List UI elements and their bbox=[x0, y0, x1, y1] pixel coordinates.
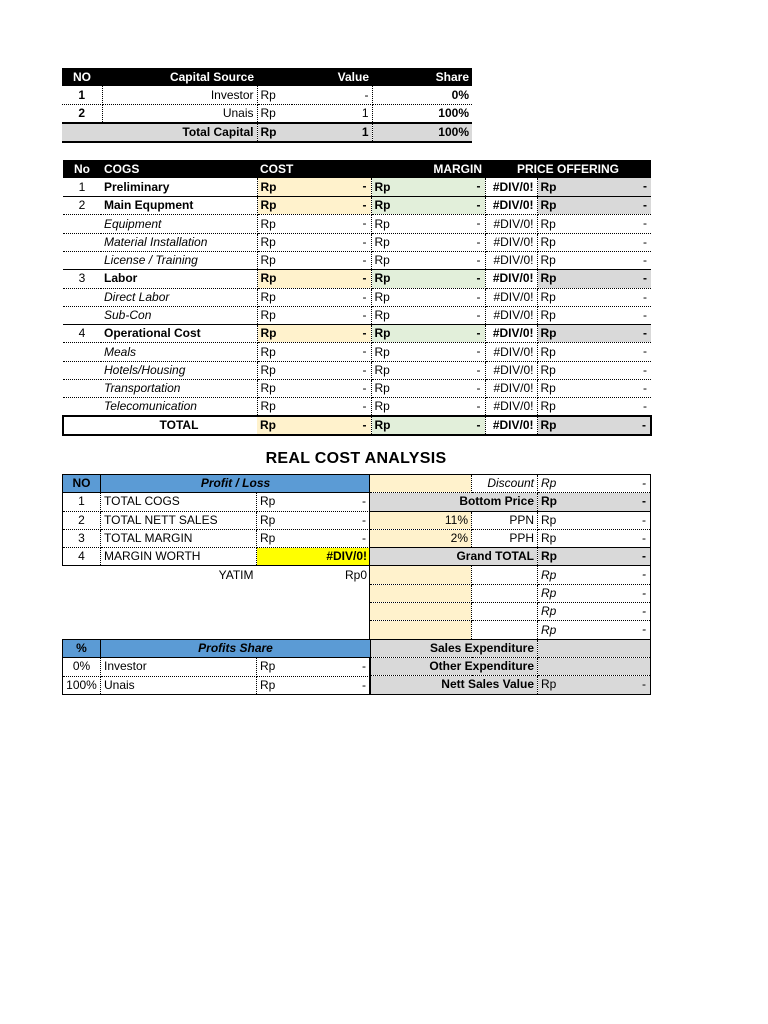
capital-header-no: NO bbox=[62, 68, 102, 86]
cogs-row-cost-value[interactable]: - bbox=[362, 216, 367, 231]
cogs-row-margin-cell[interactable] bbox=[371, 215, 485, 233]
cogs-row-name: Sub-Con bbox=[101, 306, 257, 324]
cogs-row-price-value: - bbox=[643, 399, 648, 414]
cogs-row-margin-currency: Rp bbox=[374, 253, 390, 268]
cogs-row-margin-pct: #DIV/0! bbox=[485, 398, 537, 417]
capital-header-value: Value bbox=[292, 68, 372, 86]
extra-row bbox=[370, 566, 651, 584]
cogs-row-margin-value[interactable]: - bbox=[476, 234, 481, 249]
ppn-row bbox=[370, 511, 651, 529]
cogs-row-price-cell bbox=[537, 197, 651, 215]
cogs-row-cost-currency: Rp bbox=[260, 253, 276, 268]
cogs-row-cost-currency: Rp bbox=[260, 234, 276, 249]
capital-header-share: Share bbox=[372, 68, 472, 86]
cogs-row-no bbox=[63, 361, 101, 379]
cogs-row-margin-value[interactable]: - bbox=[476, 381, 481, 396]
cogs-row-cost-cell[interactable] bbox=[257, 288, 371, 306]
cogs-row-name: Equipment bbox=[101, 215, 257, 233]
extra-row-currency: Rp bbox=[541, 585, 557, 600]
cogs-row-no bbox=[63, 215, 101, 233]
cogs-row-cost-currency: Rp bbox=[260, 216, 276, 231]
cogs-row-price-cell bbox=[537, 398, 651, 417]
profit-loss-row-value: - bbox=[362, 512, 366, 527]
cogs-total-row bbox=[63, 416, 651, 435]
cogs-row-margin-currency: Rp bbox=[374, 234, 390, 249]
cogs-row-price-cell bbox=[537, 380, 651, 398]
cogs-row-price-currency: Rp bbox=[540, 216, 556, 231]
cogs-row-margin-currency: Rp bbox=[374, 198, 391, 213]
capital-row-value[interactable]: 1 bbox=[292, 105, 372, 124]
cogs-row-cost-value[interactable]: - bbox=[362, 362, 367, 377]
cogs-row-cost-currency: Rp bbox=[260, 179, 277, 194]
profits-share-row-name: Unais bbox=[101, 676, 257, 694]
cogs-row-margin-pct: #DIV/0! bbox=[485, 233, 537, 251]
cogs-row-price-value: - bbox=[643, 198, 648, 213]
cogs-row-price-cell bbox=[537, 233, 651, 251]
cogs-row-cost-value[interactable]: - bbox=[362, 307, 367, 322]
cogs-row-name: Main Equpment bbox=[101, 197, 257, 215]
cogs-row-margin-pct: #DIV/0! bbox=[485, 361, 537, 379]
cogs-row-margin-currency: Rp bbox=[374, 381, 390, 396]
cogs-row-margin-cell[interactable] bbox=[371, 398, 485, 417]
discount-value[interactable]: - bbox=[642, 476, 646, 490]
extra-row-input[interactable] bbox=[370, 584, 472, 602]
capital-row-source[interactable]: Investor bbox=[102, 86, 257, 104]
cogs-row-cost-cell[interactable] bbox=[257, 306, 371, 324]
cogs-row-price-cell bbox=[537, 343, 651, 361]
cogs-row-cost-cell[interactable] bbox=[257, 361, 371, 379]
capital-table bbox=[62, 68, 472, 143]
profits-share-row-value: - bbox=[362, 659, 367, 674]
capital-row-value[interactable]: - bbox=[292, 86, 372, 104]
cogs-row-margin-pct: #DIV/0! bbox=[485, 178, 537, 196]
cogs-total-margin-pct: #DIV/0! bbox=[485, 416, 537, 435]
capital-row-source[interactable]: Unais bbox=[102, 105, 257, 124]
profit-loss-row-label: TOTAL NETT SALES bbox=[101, 511, 257, 529]
bottom-price-row bbox=[370, 493, 651, 511]
ppn-label: PPN bbox=[472, 511, 538, 529]
profits-share-header-label: Profits Share bbox=[198, 641, 273, 656]
pricing-panel bbox=[369, 474, 651, 695]
cogs-row-margin-cell[interactable] bbox=[371, 251, 485, 269]
cogs-row-margin-value[interactable]: - bbox=[476, 307, 481, 322]
bottom-price-currency: Rp bbox=[541, 494, 557, 509]
profits-share-row-value: - bbox=[362, 677, 367, 692]
cogs-row-margin-value: - bbox=[476, 179, 481, 194]
cogs-row-no bbox=[63, 233, 101, 251]
cogs-row-name: Preliminary bbox=[101, 178, 257, 196]
cogs-row-cost-value[interactable]: - bbox=[362, 399, 367, 414]
cogs-row-margin-cell bbox=[371, 197, 485, 215]
cogs-item-row bbox=[63, 361, 651, 379]
cogs-row-price-currency: Rp bbox=[540, 289, 556, 304]
cogs-row-cost-cell[interactable] bbox=[257, 398, 371, 417]
cogs-row-no bbox=[63, 343, 101, 361]
cogs-row-price-currency: Rp bbox=[540, 344, 556, 359]
capital-total-label: Total Capital bbox=[102, 123, 257, 142]
capital-total-currency: Rp bbox=[260, 125, 277, 140]
cogs-row-cost-value: - bbox=[362, 198, 367, 213]
cogs-total-label: TOTAL bbox=[101, 416, 257, 435]
cogs-total-cost-currency: Rp bbox=[260, 418, 276, 433]
cogs-section-row bbox=[63, 325, 651, 343]
cogs-row-margin-cell[interactable] bbox=[371, 233, 485, 251]
cogs-row-margin-cell[interactable] bbox=[371, 361, 485, 379]
ppn-percent[interactable]: 11% bbox=[370, 511, 472, 529]
pph-label: PPH bbox=[472, 529, 538, 547]
cogs-row-name: Labor bbox=[101, 270, 257, 288]
cogs-row-no: 2 bbox=[63, 197, 101, 215]
profits-share-row bbox=[63, 676, 371, 694]
grand-total-label: Grand TOTAL bbox=[370, 548, 538, 566]
profit-loss-row bbox=[63, 493, 371, 511]
discount-row bbox=[370, 475, 651, 493]
profits-share-row bbox=[63, 658, 371, 676]
cogs-row-margin-pct: #DIV/0! bbox=[485, 306, 537, 324]
other-expenditure-row bbox=[370, 657, 651, 675]
profit-loss-row-value: - bbox=[362, 494, 366, 509]
cogs-row-cost-cell[interactable] bbox=[257, 380, 371, 398]
cogs-row-no bbox=[63, 398, 101, 417]
cogs-header-price: PRICE OFFERING bbox=[485, 160, 651, 178]
profits-share-row-name: Investor bbox=[101, 658, 257, 676]
yatim-label: YATIM bbox=[218, 567, 254, 582]
cogs-row-margin-currency: Rp bbox=[374, 326, 391, 341]
cogs-row-margin-pct: #DIV/0! bbox=[485, 215, 537, 233]
cogs-row-name: Telecomunication bbox=[101, 398, 257, 417]
cogs-row-price-currency: Rp bbox=[540, 326, 557, 341]
cogs-item-row bbox=[63, 398, 651, 417]
cogs-row-cost-cell[interactable] bbox=[257, 233, 371, 251]
cogs-total-price-currency: Rp bbox=[540, 418, 557, 433]
cogs-row-cost-currency: Rp bbox=[260, 399, 276, 414]
cogs-row-no bbox=[63, 380, 101, 398]
cogs-row-cost-currency: Rp bbox=[260, 362, 276, 377]
cogs-row-price-currency: Rp bbox=[540, 253, 556, 268]
cogs-row-margin-value[interactable]: - bbox=[476, 252, 481, 267]
profit-loss-row-currency: Rp bbox=[260, 494, 276, 509]
profits-share-header-pct: % bbox=[63, 640, 101, 658]
cogs-row-price-value: - bbox=[643, 307, 648, 322]
real-cost-title: REAL COST ANALYSIS bbox=[265, 450, 447, 467]
cogs-row-margin-pct: #DIV/0! bbox=[485, 288, 537, 306]
cogs-row-price-cell bbox=[537, 325, 651, 343]
cogs-row-cost-value[interactable]: - bbox=[362, 252, 367, 267]
profit-loss-header-no: NO bbox=[63, 475, 101, 493]
profit-loss-header-label: Profit / Loss bbox=[200, 476, 271, 491]
cogs-section-row bbox=[63, 197, 651, 215]
profits-share-row-currency: Rp bbox=[260, 677, 276, 692]
cogs-row-cost-value[interactable]: - bbox=[362, 289, 367, 304]
cogs-row-margin-value[interactable]: - bbox=[476, 344, 481, 359]
sales-expenditure-row bbox=[370, 639, 651, 657]
profit-loss-row-no: 4 bbox=[63, 548, 101, 566]
cogs-row-cost-cell[interactable] bbox=[257, 343, 371, 361]
profit-loss-row-currency: Rp bbox=[260, 531, 276, 546]
discount-currency: Rp bbox=[541, 476, 557, 491]
pph-row bbox=[370, 529, 651, 547]
cogs-item-row bbox=[63, 288, 651, 306]
capital-total-row bbox=[62, 123, 472, 142]
cogs-row-margin-pct: #DIV/0! bbox=[485, 325, 537, 343]
ppn-value: - bbox=[642, 512, 646, 527]
cogs-row-cost-currency: Rp bbox=[260, 381, 276, 396]
capital-row-currency: Rp bbox=[257, 86, 292, 104]
cogs-item-row bbox=[63, 215, 651, 233]
cogs-row-margin-currency: Rp bbox=[374, 399, 390, 414]
extra-row-value: - bbox=[642, 585, 646, 600]
profit-loss-row bbox=[63, 511, 371, 529]
profit-loss-row-currency: Rp bbox=[260, 512, 276, 527]
capital-row-no: 2 bbox=[62, 105, 102, 124]
cogs-total-cost-value: - bbox=[362, 418, 367, 433]
cogs-row-price-currency: Rp bbox=[540, 234, 556, 249]
cogs-row-margin-cell[interactable] bbox=[371, 380, 485, 398]
profits-share-table bbox=[62, 639, 371, 695]
cogs-row-cost-cell[interactable] bbox=[257, 251, 371, 269]
profit-loss-row-no: 1 bbox=[63, 493, 101, 511]
capital-row bbox=[62, 86, 472, 104]
cogs-row-margin-pct: #DIV/0! bbox=[485, 380, 537, 398]
cogs-header-margin: MARGIN bbox=[371, 160, 485, 178]
profit-loss-row-label: MARGIN WORTH bbox=[101, 548, 257, 566]
cogs-row-margin-value[interactable]: - bbox=[476, 362, 481, 377]
nett-sales-row bbox=[370, 676, 651, 694]
extra-row-value: - bbox=[642, 622, 646, 637]
cogs-row-cost-currency: Rp bbox=[260, 198, 277, 213]
cogs-row-margin-currency: Rp bbox=[374, 344, 390, 359]
profit-loss-header-row bbox=[63, 475, 371, 493]
cogs-row-price-currency: Rp bbox=[540, 271, 557, 286]
cogs-row-margin-cell bbox=[371, 270, 485, 288]
profit-loss-row-label: TOTAL COGS bbox=[101, 493, 257, 511]
cogs-row-name: Direct Labor bbox=[101, 288, 257, 306]
cogs-row-price-value: - bbox=[643, 179, 648, 194]
cogs-row-margin-currency: Rp bbox=[374, 289, 390, 304]
grand-total-currency: Rp bbox=[541, 549, 557, 564]
cogs-row-margin-value[interactable]: - bbox=[476, 216, 481, 231]
capital-row-no: 1 bbox=[62, 86, 102, 104]
cogs-header-cogs: COGS bbox=[101, 160, 257, 178]
capital-row bbox=[62, 105, 472, 124]
cogs-row-cost-cell bbox=[257, 325, 371, 343]
cogs-row-price-value: - bbox=[643, 271, 648, 286]
yatim-value: Rp0 bbox=[344, 567, 367, 582]
cogs-row-margin-value: - bbox=[476, 198, 481, 213]
cogs-row-cost-cell bbox=[257, 178, 371, 196]
cogs-row-price-currency: Rp bbox=[540, 308, 556, 323]
cogs-row-no: 1 bbox=[63, 178, 101, 196]
cogs-row-no bbox=[63, 288, 101, 306]
cogs-row-cost-value: - bbox=[362, 271, 367, 286]
grand-total-row bbox=[370, 548, 651, 566]
cogs-row-price-value: - bbox=[643, 326, 648, 341]
yatim-row bbox=[63, 566, 371, 584]
cogs-row-price-currency: Rp bbox=[540, 198, 557, 213]
cogs-total-margin-value: - bbox=[476, 418, 481, 433]
cogs-row-cost-value[interactable]: - bbox=[362, 344, 367, 359]
extra-row-currency: Rp bbox=[541, 567, 557, 582]
cogs-row-price-cell bbox=[537, 306, 651, 324]
cogs-header-no: No bbox=[63, 160, 101, 178]
cogs-row-name: Meals bbox=[101, 343, 257, 361]
cogs-row-cost-cell bbox=[257, 270, 371, 288]
cogs-row-no bbox=[63, 251, 101, 269]
nett-sales-label: Nett Sales Value bbox=[370, 676, 538, 694]
pph-percent[interactable]: 2% bbox=[370, 529, 472, 547]
cogs-header-cost: COST bbox=[257, 160, 371, 178]
profits-share-row-currency: Rp bbox=[260, 659, 276, 674]
cogs-row-price-value: - bbox=[643, 362, 648, 377]
cogs-row-cost-value[interactable]: - bbox=[362, 234, 367, 249]
extra-row-input[interactable] bbox=[370, 621, 472, 639]
cogs-row-price-value: - bbox=[643, 289, 648, 304]
cogs-row-margin-currency: Rp bbox=[374, 179, 391, 194]
profit-loss-row-value: - bbox=[362, 530, 366, 545]
cogs-table bbox=[62, 160, 652, 436]
other-expenditure-value[interactable] bbox=[538, 657, 651, 675]
cogs-row-margin-cell[interactable] bbox=[371, 306, 485, 324]
extra-row bbox=[370, 584, 651, 602]
capital-total-value: 1 bbox=[292, 123, 372, 142]
cogs-item-row bbox=[63, 380, 651, 398]
cogs-row-price-currency: Rp bbox=[540, 399, 556, 414]
cogs-total-margin-currency: Rp bbox=[374, 418, 391, 433]
extra-row bbox=[370, 621, 651, 639]
cogs-section-row bbox=[63, 270, 651, 288]
cogs-row-margin-value: - bbox=[476, 326, 481, 341]
extra-row-currency: Rp bbox=[541, 604, 557, 619]
profit-loss-table bbox=[62, 474, 371, 585]
cogs-row-margin-currency: Rp bbox=[374, 362, 390, 377]
capital-header-source: Capital Source bbox=[102, 68, 257, 86]
cogs-item-row bbox=[63, 233, 651, 251]
cogs-row-margin-currency: Rp bbox=[374, 216, 390, 231]
cogs-row-margin-currency: Rp bbox=[374, 271, 391, 286]
extra-row-input[interactable] bbox=[370, 603, 472, 621]
cogs-row-no: 3 bbox=[63, 270, 101, 288]
cogs-row-name: Transportation bbox=[101, 380, 257, 398]
extra-row bbox=[370, 603, 651, 621]
cogs-item-row bbox=[63, 343, 651, 361]
cogs-row-cost-currency: Rp bbox=[260, 326, 277, 341]
cogs-row-cost-currency: Rp bbox=[260, 344, 276, 359]
sales-expenditure-value[interactable] bbox=[538, 639, 651, 657]
cogs-row-margin-pct: #DIV/0! bbox=[485, 270, 537, 288]
cogs-row-cost-currency: Rp bbox=[260, 308, 276, 323]
cogs-row-name: License / Training bbox=[101, 251, 257, 269]
cogs-row-price-currency: Rp bbox=[540, 381, 556, 396]
cogs-row-price-cell bbox=[537, 251, 651, 269]
cogs-row-price-value: - bbox=[643, 216, 648, 231]
cogs-row-margin-value[interactable]: - bbox=[476, 289, 481, 304]
cogs-row-margin-pct: #DIV/0! bbox=[485, 343, 537, 361]
cogs-row-margin-pct: #DIV/0! bbox=[485, 197, 537, 215]
cogs-row-cost-cell[interactable] bbox=[257, 215, 371, 233]
cogs-row-margin-cell[interactable] bbox=[371, 343, 485, 361]
profit-loss-row-no: 3 bbox=[63, 529, 101, 547]
discount-label: Discount bbox=[472, 475, 538, 493]
cogs-row-price-value: - bbox=[643, 381, 648, 396]
cogs-row-margin-currency: Rp bbox=[374, 308, 390, 323]
cogs-row-cost-value: - bbox=[362, 179, 367, 194]
cogs-row-margin-cell bbox=[371, 178, 485, 196]
cogs-row-no: 4 bbox=[63, 325, 101, 343]
profit-loss-row bbox=[63, 548, 371, 566]
capital-row-share: 0% bbox=[372, 86, 472, 104]
cogs-total-price-value: - bbox=[642, 418, 647, 433]
cogs-row-name: Hotels/Housing bbox=[101, 361, 257, 379]
profit-loss-row bbox=[63, 529, 371, 547]
cogs-row-price-cell bbox=[537, 215, 651, 233]
extra-row-value: - bbox=[642, 604, 646, 619]
cogs-row-price-currency: Rp bbox=[540, 362, 556, 377]
margin-worth-value: #DIV/0! bbox=[257, 548, 371, 566]
cogs-item-row bbox=[63, 306, 651, 324]
profits-share-header-row bbox=[63, 640, 371, 658]
other-expenditure-label: Other Expenditure bbox=[370, 657, 538, 675]
cogs-row-margin-value: - bbox=[476, 271, 481, 286]
cogs-row-price-cell bbox=[537, 270, 651, 288]
pph-currency: Rp bbox=[541, 531, 557, 546]
nett-sales-value: - bbox=[642, 677, 646, 692]
cogs-row-cost-cell bbox=[257, 197, 371, 215]
cogs-row-price-value: - bbox=[643, 344, 648, 359]
cogs-section-row bbox=[63, 178, 651, 196]
cogs-row-price-cell bbox=[537, 288, 651, 306]
nett-sales-currency: Rp bbox=[541, 677, 557, 692]
profits-share-row-pct: 0% bbox=[63, 658, 101, 676]
cogs-row-name: Material Installation bbox=[101, 233, 257, 251]
cogs-row-cost-currency: Rp bbox=[260, 271, 277, 286]
cogs-row-price-value: - bbox=[643, 234, 648, 249]
capital-header-row bbox=[62, 68, 472, 86]
capital-row-share: 100% bbox=[372, 105, 472, 124]
cogs-row-margin-pct: #DIV/0! bbox=[485, 251, 537, 269]
bottom-price-value: - bbox=[642, 494, 646, 509]
cogs-row-no bbox=[63, 306, 101, 324]
cogs-row-margin-cell[interactable] bbox=[371, 288, 485, 306]
extra-row-input[interactable] bbox=[370, 566, 472, 584]
profit-loss-row-no: 2 bbox=[63, 511, 101, 529]
cogs-row-cost-value[interactable]: - bbox=[362, 381, 367, 396]
cogs-row-price-currency: Rp bbox=[540, 179, 557, 194]
cogs-row-margin-value[interactable]: - bbox=[476, 399, 481, 414]
profit-loss-row-label: TOTAL MARGIN bbox=[101, 529, 257, 547]
bottom-price-label: Bottom Price bbox=[370, 493, 538, 511]
cogs-row-name: Operational Cost bbox=[101, 325, 257, 343]
cogs-row-price-value: - bbox=[643, 252, 648, 267]
cogs-row-cost-currency: Rp bbox=[260, 289, 276, 304]
sales-expenditure-label: Sales Expenditure bbox=[370, 639, 538, 657]
extra-row-currency: Rp bbox=[541, 622, 557, 637]
cogs-row-price-cell bbox=[537, 178, 651, 196]
profits-share-row-pct: 100% bbox=[63, 676, 101, 694]
cogs-row-margin-cell bbox=[371, 325, 485, 343]
extra-row-value: - bbox=[642, 567, 646, 582]
ppn-currency: Rp bbox=[541, 512, 557, 527]
cogs-header-row bbox=[63, 160, 651, 178]
cogs-item-row bbox=[63, 251, 651, 269]
capital-total-share: 100% bbox=[438, 125, 469, 140]
pph-value: - bbox=[642, 530, 646, 545]
cogs-row-cost-value: - bbox=[362, 326, 367, 341]
grand-total-value: - bbox=[642, 549, 646, 564]
capital-row-currency: Rp bbox=[257, 105, 292, 124]
cogs-row-price-cell bbox=[537, 361, 651, 379]
